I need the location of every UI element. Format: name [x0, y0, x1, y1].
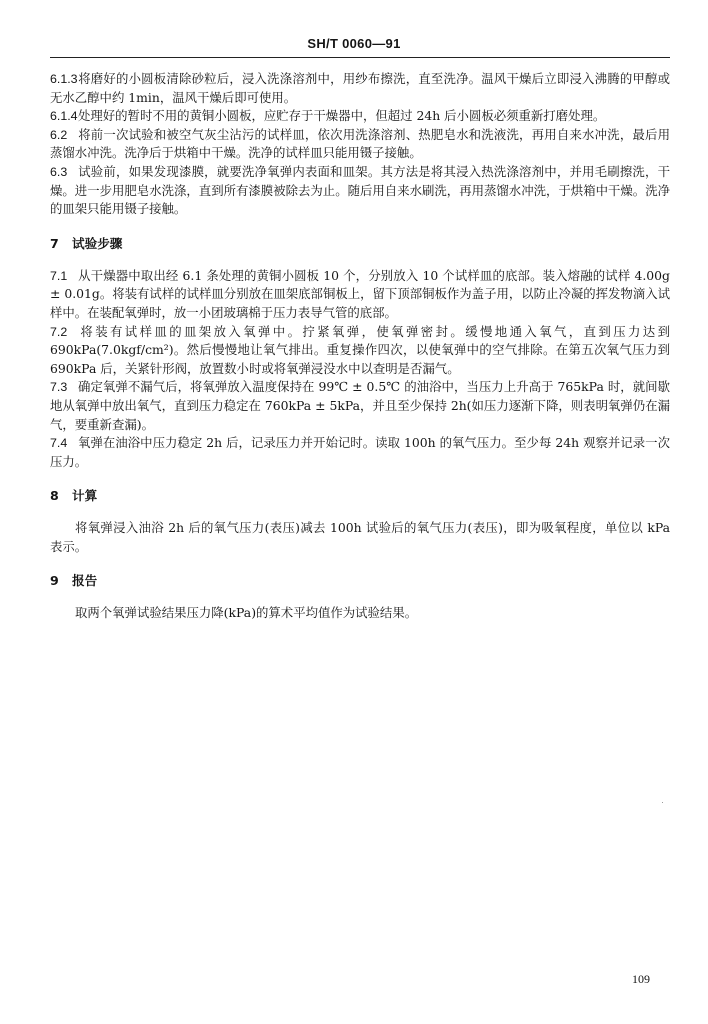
clause-number: 6.1.3 [50, 72, 78, 86]
clause-number: 6.2 [50, 127, 68, 142]
calculation-paragraph: 将氧弹浸入油浴 2h 后的氧气压力(表压)减去 100h 试验后的氧气压力(表压)，即为吸氧程度，单位以 kPa 表示。 [50, 520, 670, 554]
clause-text: 确定氧弹不漏气后，将氧弹放入温度保持在 99℃ ± 0.5℃ 的油浴中，当压力上升高于 765kPa 时，就间歇地从氧弹中放出氧气，直到压力稳定在 760kPa ± 5kPa，并且至少保持 2h(如压力逐渐下降，则表明氧弹仍在漏气，要重新查漏)。 [50, 379, 670, 432]
section-title: 试验步骤 [72, 235, 123, 251]
section-heading-9 [50, 572, 670, 590]
scan-speck [662, 802, 663, 803]
clause-text: 将磨好的小圆板清除砂粒后，浸入洗涤溶剂中，用纱布擦洗，直至洗净。温风干燥后立即浸入沸腾的甲醇或无水乙醇中约 1min，温风干燥后即可使用。 [50, 71, 670, 105]
clause-number: 7.1 [50, 268, 68, 283]
standard-code: SH/T 0060—91 [307, 36, 401, 51]
clause-6-3 [50, 163, 670, 219]
clause-7-4 [50, 434, 670, 471]
page-header [0, 36, 708, 51]
report-paragraph: 取两个氧弹试验结果压力降(kPa)的算术平均值作为试验结果。 [75, 605, 418, 621]
clause-number: 7.4 [50, 436, 68, 451]
section-title: 报告 [72, 573, 98, 589]
clause-text: 从干燥器中取出经 6.1 条处理的黄铜小圆板 10 个，分别放入 10 个试样皿的底部。装入熔融的试样 4.00g ± 0.01g。将装有试样的试样皿分别放在皿架底部铜板上，留下顶部铜板作为盖子用，以防止冷凝的挥发物滴入试样中。在装配氧弹时，放一小团玻璃棉于压力表导气管的底部。 [50, 267, 670, 320]
clause-7-2 [50, 323, 670, 379]
clause-text: 处理好的暂时不用的黄铜小圆板，应贮存于干燥器中，但超过 24h 后小圆板必须重新打磨处理。 [78, 108, 606, 124]
clause-6-1-4 [50, 107, 670, 126]
section-number: 7 [50, 235, 59, 251]
section-title: 计算 [72, 488, 98, 504]
section-heading-7 [50, 235, 670, 253]
section-number: 8 [50, 488, 59, 504]
clause-text: 氧弹在油浴中压力稳定 2h 后，记录压力并开始记时。读取 100h 的氧气压力。至少每 24h 观察并记录一次压力。 [50, 435, 670, 469]
clause-number: 7.3 [50, 380, 68, 395]
header-rule [50, 57, 670, 58]
clause-6-2 [50, 126, 670, 163]
clause-number: 6.3 [50, 164, 68, 179]
document-body [50, 70, 670, 627]
section-number: 9 [50, 573, 59, 589]
clause-text: 试验前，如果发现漆膜，就要洗净氧弹内表面和皿架。其方法是将其浸入热洗涤溶剂中，并用毛刷擦洗，干燥。进一步用肥皂水洗涤，直到所有漆膜被除去为止。随后用自来水刷洗，再用蒸馏水冲洗，于烘箱中干燥。洗净的皿架只能用镊子接触。 [50, 163, 670, 217]
clause-7-1 [50, 267, 670, 323]
section-heading-8 [50, 487, 670, 505]
clause-text: 将前一次试验和被空气灰尘沾污的试样皿，依次用洗涤溶剂、热肥皂水和洗液洗，再用自来水冲洗，最后用蒸馏水冲洗。洗净后于烘箱中干燥。洗净的试样皿只能用镊子接触。 [50, 126, 670, 161]
clause-number: 6.1.4 [50, 109, 78, 124]
clause-text: 将装有试样皿的皿架放入氧弹中。拧紧氧弹，使氧弹密封。缓慢地通入氧气，直到压力达到 690kPa(7.0kgf/cm²)。然后慢慢地让氧气排出。重复操作四次，以使氧弹中的空气排除。在第五次氧气压力到 690kPa 后，关紧针形阀，放置数小时或将氧弹浸没水中以查明是否漏气。 [50, 323, 670, 376]
clause-number: 7.2 [50, 324, 68, 339]
page-number: 109 [632, 972, 650, 986]
clause-6-1-3 [50, 70, 670, 107]
clause-7-3 [50, 378, 670, 434]
